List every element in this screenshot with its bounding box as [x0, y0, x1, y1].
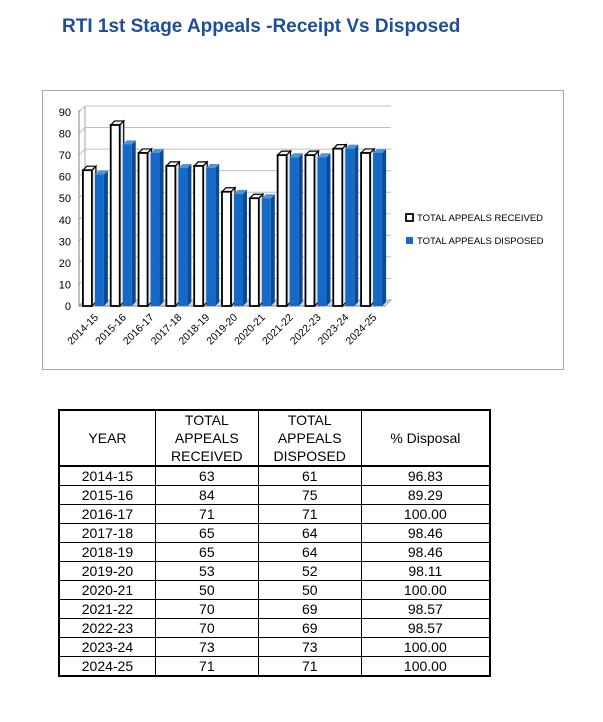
- header-disposed-line-1: TOTAL: [287, 412, 332, 428]
- cell-disposal-percent: 100.00: [361, 581, 490, 600]
- cell-disposal-percent: 96.83: [361, 466, 490, 486]
- cell-disposed: 64: [258, 543, 361, 562]
- bar-received: [278, 155, 287, 306]
- cell-disposed: 71: [258, 505, 361, 524]
- bar-disposed-side: [104, 171, 108, 306]
- cell-year: 2015-16: [59, 486, 155, 505]
- y-tick-label: 70: [58, 150, 71, 163]
- cell-disposed: 75: [258, 486, 361, 505]
- bar-received: [361, 153, 370, 306]
- cell-disposed: 61: [258, 466, 361, 486]
- cell-received: 65: [155, 543, 258, 562]
- y-tick-label: 0: [64, 301, 71, 313]
- bar-disposed-side: [160, 149, 164, 306]
- table-row: [59, 619, 490, 638]
- table-row: [59, 657, 490, 677]
- x-tick-label: 2014-15: [65, 311, 102, 348]
- cell-received: 71: [155, 505, 258, 524]
- cell-received: 70: [155, 619, 258, 638]
- bar-disposed: [262, 198, 271, 306]
- y-tick-label: 30: [58, 236, 71, 249]
- bar-received: [222, 192, 231, 306]
- page-title: RTI 1st Stage Appeals -Receipt Vs Disposed: [62, 16, 461, 37]
- cell-disposal-percent: 100.00: [361, 505, 490, 524]
- cell-disposal-percent: 98.46: [361, 524, 490, 543]
- table-row: [59, 524, 490, 543]
- bar-disposed: [290, 157, 299, 306]
- cell-disposed: 73: [258, 638, 361, 657]
- cell-disposed: 64: [258, 524, 361, 543]
- y-tick-label: 40: [58, 214, 71, 227]
- cell-disposal-percent: 89.29: [361, 486, 490, 505]
- cell-year: 2020-21: [59, 581, 155, 600]
- cell-disposed: 50: [258, 581, 361, 600]
- header-disposal-line: % Disposal: [390, 430, 461, 446]
- cell-year: 2023-24: [59, 638, 155, 657]
- cell-disposal-percent: 100.00: [361, 638, 490, 657]
- bar-disposed-side: [271, 194, 275, 306]
- x-tick-label: 2018-19: [176, 311, 213, 348]
- cell-disposed: 52: [258, 562, 361, 581]
- bar-disposed-side: [243, 190, 247, 306]
- legend-label-received: TOTAL APPEALS RECEIVED: [417, 213, 544, 224]
- header-disposed: [258, 410, 361, 466]
- cell-year: 2014-15: [59, 466, 155, 486]
- header-year: [59, 410, 155, 466]
- legend-label-disposed: TOTAL APPEALS DISPOSED: [417, 236, 544, 247]
- bar-received: [333, 149, 342, 306]
- table-row: [59, 562, 490, 581]
- y-tick-label: 80: [58, 128, 71, 141]
- table-row: [59, 486, 490, 505]
- y-tick-label: 90: [58, 107, 71, 119]
- cell-disposal-percent: 98.46: [361, 543, 490, 562]
- table-row: [59, 581, 490, 600]
- cell-received: 71: [155, 657, 258, 677]
- x-tick-label: 2019-20: [204, 311, 241, 348]
- y-tick-label: 10: [58, 279, 71, 292]
- cell-year: 2016-17: [59, 505, 155, 524]
- cell-year: 2022-23: [59, 619, 155, 638]
- bar-disposed-side: [382, 149, 386, 306]
- cell-received: 70: [155, 600, 258, 619]
- bar-disposed: [206, 168, 215, 306]
- bar-chart: [43, 91, 563, 369]
- table-row: [59, 600, 490, 619]
- bar-received: [83, 170, 92, 306]
- bar-disposed: [317, 157, 326, 306]
- bar-received: [111, 125, 120, 306]
- bar-received: [250, 198, 259, 306]
- x-tick-label: 2020-21: [232, 311, 268, 348]
- y-tick-label: 60: [58, 171, 71, 184]
- cell-year: 2019-20: [59, 562, 155, 581]
- table-row: [59, 505, 490, 524]
- cell-received: 84: [155, 486, 258, 505]
- cell-disposal-percent: 98.57: [361, 619, 490, 638]
- x-tick-label: 2015-16: [93, 311, 129, 348]
- bar-disposed-side: [354, 145, 358, 306]
- table-row: [59, 543, 490, 562]
- header-received-line-1: TOTAL: [184, 412, 229, 428]
- cell-disposal-percent: 98.11: [361, 562, 490, 581]
- header-received-line-2: APPEALS: [174, 430, 239, 446]
- bar-disposed: [345, 149, 354, 306]
- header-disposal-percent: [361, 410, 490, 466]
- x-tick-label: 2022-23: [287, 311, 324, 348]
- appeals-table: [58, 409, 491, 677]
- x-tick-label: 2016-17: [120, 311, 157, 348]
- cell-year: 2017-18: [59, 524, 155, 543]
- cell-received: 50: [155, 581, 258, 600]
- x-tick-label: 2023-24: [315, 311, 352, 348]
- bar-disposed-side: [299, 153, 303, 306]
- bar-disposed-side: [187, 164, 191, 306]
- bar-disposed: [123, 144, 132, 306]
- y-tick-label: 20: [58, 257, 71, 270]
- header-received-line-3: RECEIVED: [171, 448, 243, 464]
- bar-disposed-side: [132, 140, 136, 306]
- bar-received: [305, 155, 314, 306]
- bar-disposed: [373, 153, 382, 306]
- cell-received: 63: [155, 466, 258, 486]
- header-received: [155, 410, 258, 466]
- cell-disposal-percent: 98.57: [361, 600, 490, 619]
- bar-disposed-side: [215, 164, 219, 306]
- cell-disposed: 69: [258, 619, 361, 638]
- table-row: [59, 638, 490, 657]
- gridline: [79, 128, 391, 134]
- header-year-line: YEAR: [88, 430, 127, 446]
- bar-disposed-side: [326, 153, 330, 306]
- bar-received: [166, 166, 175, 306]
- header-disposed-line-2: APPEALS: [277, 430, 342, 446]
- table-row: [59, 466, 490, 486]
- cell-received: 53: [155, 562, 258, 581]
- table-header-row: [59, 410, 490, 466]
- bar-received: [139, 153, 148, 306]
- cell-disposed: 69: [258, 600, 361, 619]
- bar-disposed: [234, 194, 243, 306]
- cell-disposal-percent: 100.00: [361, 657, 490, 677]
- bar-disposed: [95, 175, 104, 306]
- cell-year: 2018-19: [59, 543, 155, 562]
- bar-disposed: [178, 168, 187, 306]
- cell-disposed: 71: [258, 657, 361, 677]
- header-disposed-line-3: DISPOSED: [273, 448, 346, 464]
- cell-received: 73: [155, 638, 258, 657]
- x-tick-label: 2024-25: [343, 311, 380, 348]
- y-tick-label: 50: [58, 193, 71, 206]
- gridline: [79, 106, 391, 112]
- cell-received: 65: [155, 524, 258, 543]
- chart-frame: [42, 90, 564, 370]
- cell-year: 2024-25: [59, 657, 155, 677]
- bar-disposed: [151, 153, 160, 306]
- x-tick-label: 2021-22: [260, 311, 296, 348]
- bar-received: [194, 166, 203, 306]
- legend-swatch-received: [406, 214, 413, 221]
- x-tick-label: 2017-18: [148, 311, 185, 348]
- cell-year: 2021-22: [59, 600, 155, 619]
- legend-swatch-disposed: [406, 237, 413, 244]
